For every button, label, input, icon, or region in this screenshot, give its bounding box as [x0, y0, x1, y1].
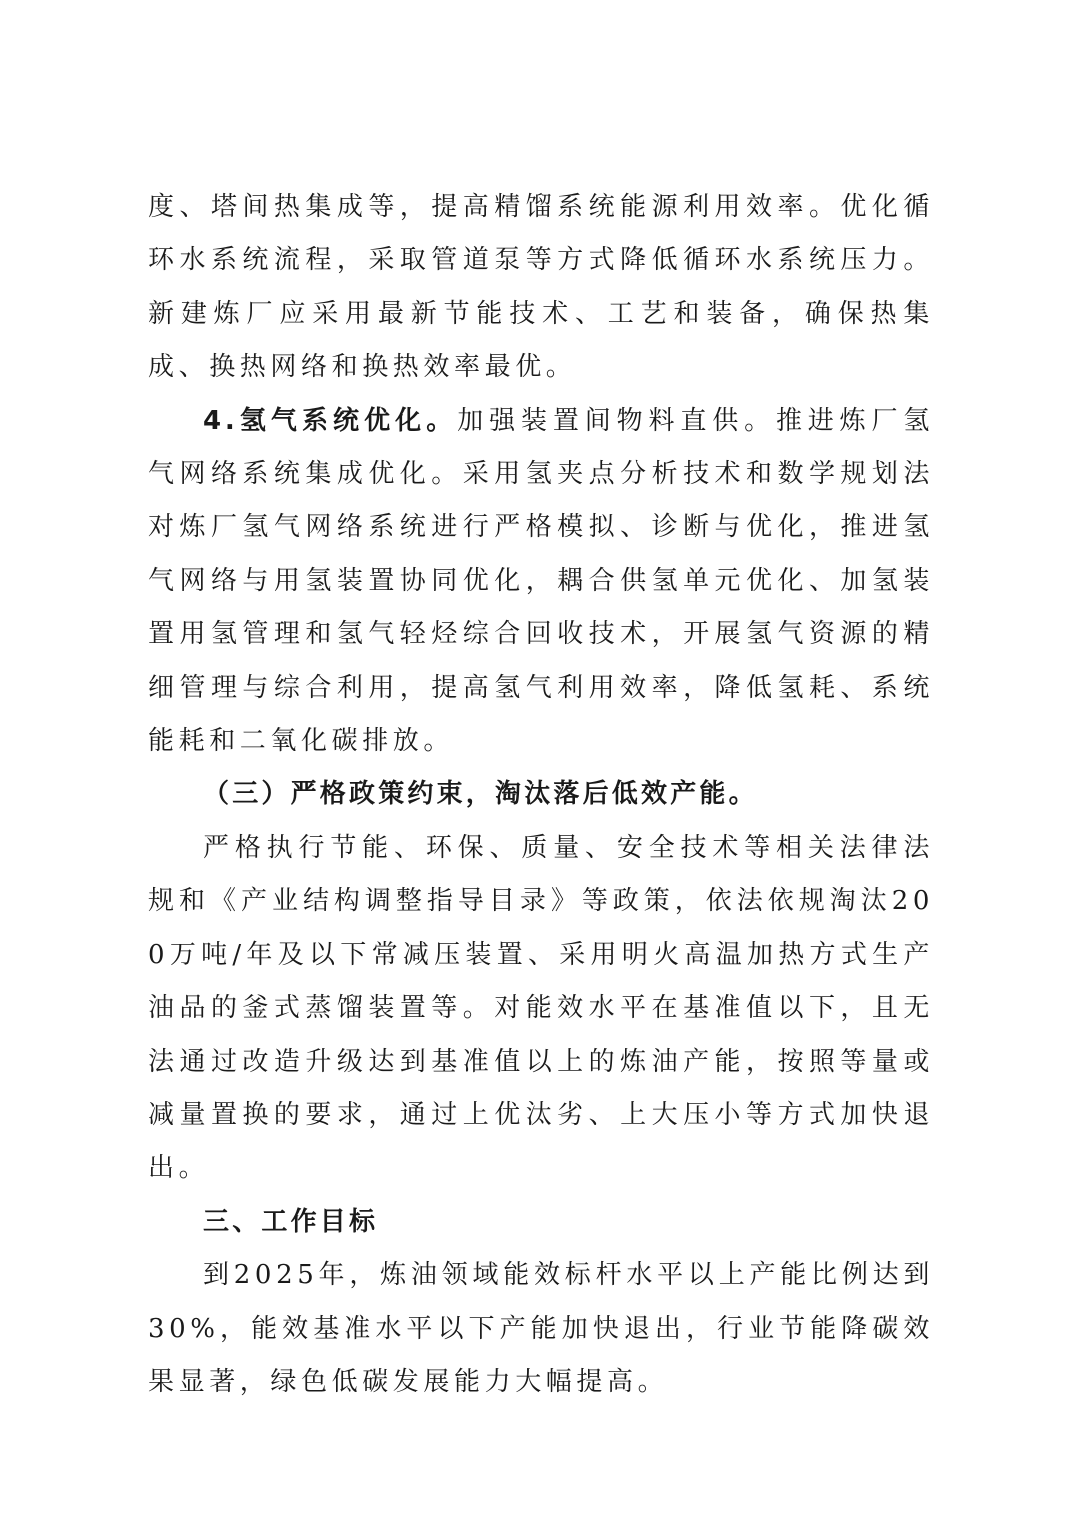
document-body: [148, 181, 934, 1409]
paragraph-policy-elimination: 严格执行节能、环保、质量、安全技术等相关法律法规和《产业结构调整指导目录》等政策，依法依规淘汰200万吨/年及以下常减压装置、采用明火高温加热方式生产油品的釜式蒸馏装置等。对能效水平在基准值以下，且无法通过改造升级达到基准值以上的炼油产能，按照等量或减量置换的要求，通过上优汰劣、上大压小等方式加快退出。: [148, 832, 934, 1184]
section-heading-policy: （三）严格政策约束，淘汰落后低效产能。: [203, 779, 758, 810]
hydrogen-system-title: 4.氢气系统优化。: [203, 405, 458, 436]
paragraph-distillation-continued: 度、塔间热集成等，提高精馏系统能源利用效率。优化循环水系统流程，采取管道泵等方式降低循环水系统压力。新建炼厂应采用最新节能技术、工艺和装备，确保热集成、换热网络和换热效率最优。: [148, 192, 934, 383]
paragraph-work-goals: 到2025年，炼油领域能效标杆水平以上产能比例达到30%，能效基准水平以下产能加快退出，行业节能降碳效果显著，绿色低碳发展能力大幅提高。: [148, 1260, 934, 1397]
section-heading-work-goals: 三、工作目标: [203, 1206, 379, 1237]
paragraph-hydrogen-system: [148, 395, 934, 769]
hydrogen-system-body: 加强装置间物料直供。推进炼厂氢气网络系统集成优化。采用氢夹点分析技术和数学规划法对炼厂氢气网络系统进行严格模拟、诊断与优化，推进氢气网络与用氢装置协同优化，耦合供氢单元优化、加氢装置用氢管理和氢气轻烃综合回收技术，开展氢气资源的精细管理与综合利用，提高氢气利用效率，降低氢耗、系统能耗和二氧化碳排放。: [148, 405, 934, 757]
